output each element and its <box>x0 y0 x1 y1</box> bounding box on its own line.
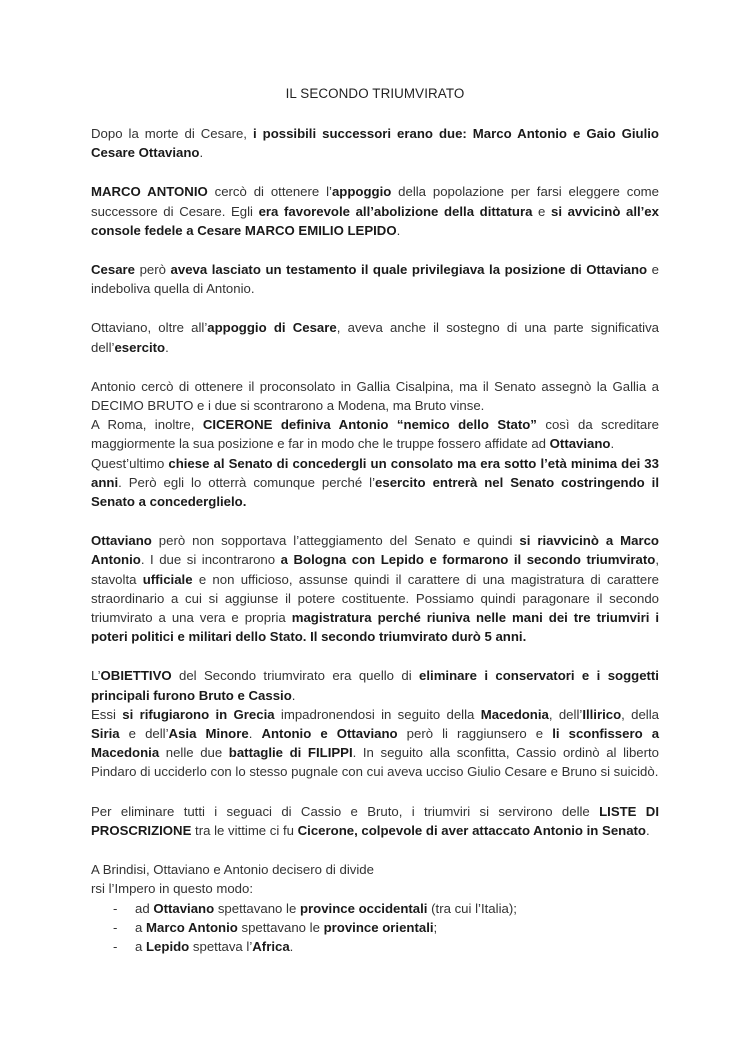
text: spettavano le <box>214 900 300 916</box>
text: e dell’ <box>119 726 169 742</box>
text: Per eliminare tutti i seguaci di Cassio e Bruto, i triumviri si servirono delle <box>91 803 600 819</box>
text: del Secondo triumvirato era quello di <box>171 668 420 684</box>
bold-text: Marco Antonio <box>146 919 238 935</box>
bold-text: esercito entrerà nel Senato costringendo il Senato a concederglielo. <box>91 474 659 510</box>
text: impadronendosi in seguito della <box>274 706 481 722</box>
text: Antonio cercò di ottenere il proconsolato in Gallia Cisalpina, ma il Senato assegnò la Gallia a DECIMO BRUTO e i due si scontrarono a Modena, ma Bruto vinse. <box>91 378 659 414</box>
text: A Roma, inoltre, <box>91 417 203 433</box>
text: tra le vittime ci fu <box>191 822 298 838</box>
bold-text: magistratura perché riuniva nelle mani dei tre triumviri i poteri politici e militari dello Stato. Il secondo triumvirato durò 5 anni. <box>91 610 659 645</box>
text: L’ <box>91 668 101 684</box>
bold-text: li sconfissero a Macedonia <box>91 726 660 761</box>
bold-text: Ottaviano <box>153 900 215 916</box>
list-item <box>113 937 659 956</box>
province-list <box>91 899 659 957</box>
bold-text: Ottaviano <box>549 436 611 452</box>
bold-text: OBIETTIVO <box>100 668 172 684</box>
paragraph-triumvirato <box>91 531 659 646</box>
bold-text: Cicerone, colpevole di aver attaccato Antonio in Senato <box>297 822 646 838</box>
text: Dopo la morte di Cesare, <box>91 126 253 141</box>
text: così da screditare maggiormente la sua posizione e far in modo che le truppe fossero affidate ad <box>91 417 659 452</box>
text: e indeboliva quella di Antonio. <box>91 262 659 297</box>
paragraph-testamento <box>91 260 659 298</box>
text: . <box>396 222 401 238</box>
text: ad <box>135 900 154 916</box>
bold-text: era favorevole all’abolizione della dittatura <box>258 203 533 219</box>
text: a <box>135 919 146 935</box>
bold-text: eliminare i conservatori e i soggetti principali furono Bruto e Cassio <box>91 668 659 703</box>
bold-text: Antonio e Ottaviano <box>261 726 398 742</box>
text: rsi l’Impero in questo modo: <box>91 881 253 897</box>
bold-text: Siria <box>91 726 120 742</box>
bold-text: si avvicinò all’ex console fedele a Cesare MARCO EMILIO LEPIDO <box>91 203 659 238</box>
paragraph-filippi <box>91 705 659 782</box>
bold-text: province occidentali <box>299 900 428 916</box>
bold-text: si rifugiarono in Grecia <box>122 706 275 722</box>
paragraph-consolato <box>91 454 659 512</box>
bold-text: esercito <box>114 339 166 355</box>
list-item <box>113 899 659 918</box>
text: , aveva anche il sostegno di una parte significativa dell’ <box>91 320 660 355</box>
bold-text: appoggio <box>331 184 392 200</box>
text: . <box>165 339 169 355</box>
bold-text: appoggio di Cesare <box>207 320 337 336</box>
bold-text: Lepido <box>146 938 190 954</box>
text: però li raggiunsero e <box>397 726 553 742</box>
paragraph-cicerone <box>91 415 659 453</box>
text: . <box>291 687 296 703</box>
text: . <box>289 938 294 954</box>
bold-text: Asia Minore <box>168 726 249 742</box>
paragraph-obiettivo <box>91 666 659 704</box>
paragraph-successori <box>91 124 659 162</box>
bold-text: battaglie di FILIPPI <box>228 745 353 761</box>
paragraph-proscrizione <box>91 802 659 840</box>
text: . I due si incontrarono <box>140 552 281 568</box>
text: . Però egli lo otterrà comunque perché l’ <box>118 474 376 490</box>
bold-text: MARCO ANTONIO <box>91 184 208 200</box>
text: . <box>610 436 615 452</box>
text: Ottaviano, oltre all’ <box>91 320 208 336</box>
text: . <box>646 822 650 838</box>
page-title: IL SECONDO TRIUMVIRATO <box>285 86 465 101</box>
text: però non sopportava l’atteggiamento del Senato e quindi <box>151 533 520 549</box>
text: e <box>532 203 551 219</box>
bold-text: Ottaviano <box>91 533 152 549</box>
bold-text: LISTE DI PROSCRIZIONE <box>91 803 659 838</box>
paragraph-marco-antonio <box>91 182 659 240</box>
text: Essi <box>91 706 123 722</box>
bold-text: chiese al Senato di concedergli un consolato ma era sotto l’età minima dei 33 anni <box>91 455 659 490</box>
text: e non ufficioso, assunse quindi il carattere di una magistratura di carattere straordinario a cui si aggiunse il potere costituente. Possiamo quindi paragonare il secondo triumvirato a una vera e propria <box>91 571 659 626</box>
text: A Brindisi, Ottaviano e Antonio decisero di divide <box>91 862 374 878</box>
paragraph-ottaviano-appoggio <box>91 318 659 356</box>
text: ; <box>433 919 438 935</box>
bold-text: Illirico <box>582 706 622 722</box>
bold-text: province orientali <box>323 919 434 935</box>
bold-text: si riavvicinò a Marco Antonio <box>91 533 659 568</box>
text: , dell’ <box>548 706 583 722</box>
paragraph-brindisi <box>91 860 659 898</box>
bold-text: aveva lasciato un testamento il quale privilegiava la posizione di Ottaviano <box>170 262 648 278</box>
bold-text: a Bologna con Lepido e formarono il secondo triumvirato <box>280 552 656 568</box>
text: . In seguito alla sconfitta, Cassio ordinò al liberto Pindaro di ucciderlo con lo stesso pugnale con cui aveva ucciso Giulio Cesare e Bruno si suicidò. <box>91 745 659 780</box>
paragraph-proconsolato <box>91 377 659 415</box>
text: Quest’ultimo <box>91 455 169 471</box>
bold-text: i possibili successori erano due: Marco Antonio e Gaio Giulio Cesare Ottaviano <box>91 126 659 161</box>
text: a <box>135 938 146 954</box>
text: , stavolta <box>91 552 660 587</box>
bold-text: ufficiale <box>142 571 193 587</box>
text: nelle due <box>159 745 229 761</box>
text: però <box>135 262 171 278</box>
list-item <box>113 918 659 937</box>
bold-text: Africa <box>252 938 290 954</box>
text: (tra cui l’Italia); <box>427 900 517 916</box>
bold-text: Cesare <box>91 262 135 278</box>
text: . <box>199 145 204 161</box>
text: . <box>248 726 262 742</box>
text: spettava l’ <box>189 938 253 954</box>
text: della popolazione per farsi eleggere come successore di Cesare. Egli <box>91 184 659 219</box>
bold-text: CICERONE definiva Antonio “nemico dello Stato” <box>202 417 537 433</box>
bold-text: Macedonia <box>480 706 549 722</box>
text: , della <box>621 706 660 722</box>
text: spettavano le <box>237 919 324 935</box>
text: cercò di ottenere l’ <box>207 184 332 200</box>
